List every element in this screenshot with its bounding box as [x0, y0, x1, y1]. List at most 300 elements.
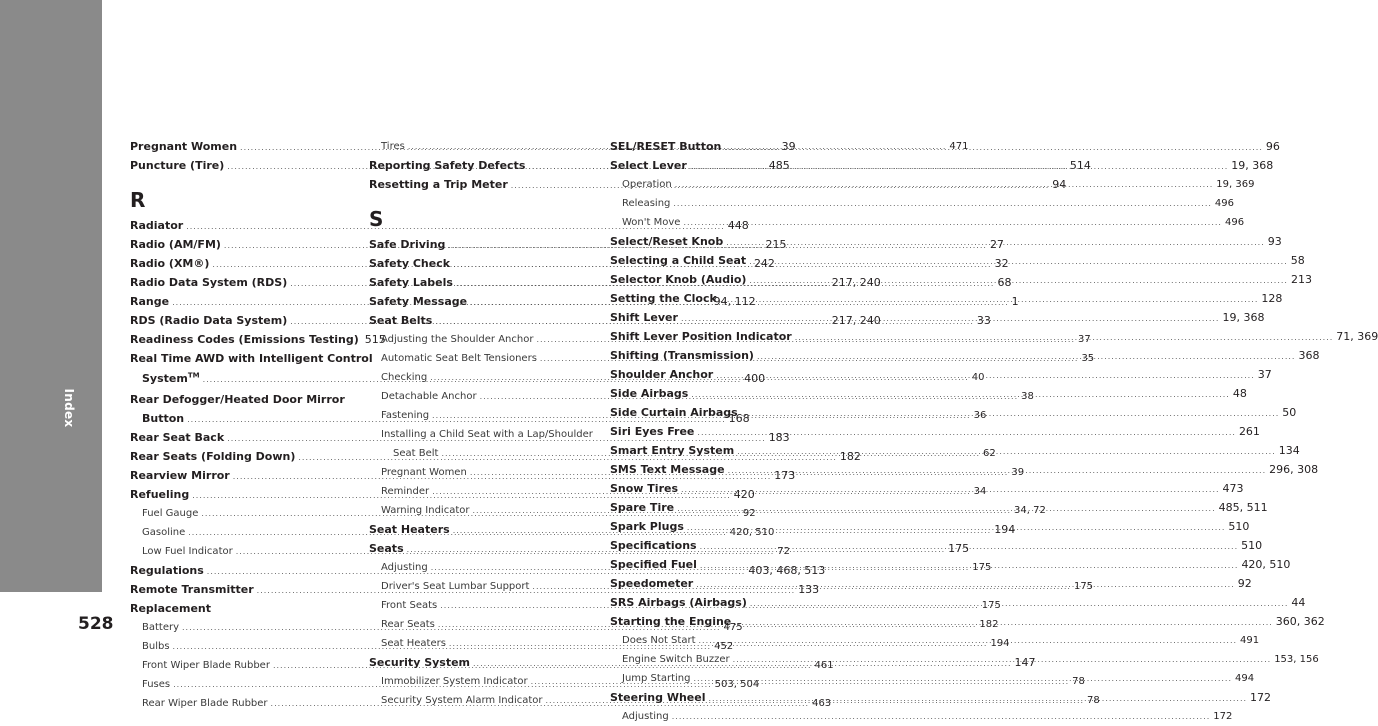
entry-term	[130, 428, 224, 447]
entry-pages[interactable]: 19, 369	[1216, 179, 1255, 190]
entry-term-text: Security System Alarm Indicator	[381, 695, 543, 706]
entry-pages[interactable]: 133	[798, 583, 820, 596]
index-entry[interactable]	[130, 599, 368, 618]
entry-pages[interactable]: 153, 156	[1274, 654, 1319, 665]
entry-term	[381, 463, 467, 482]
entry-term	[130, 216, 183, 235]
entry-pages[interactable]: 217, 240	[831, 276, 881, 289]
entry-term	[381, 672, 528, 691]
entry-pages[interactable]: 19, 368	[1222, 311, 1265, 324]
entry-pages[interactable]: 78	[1072, 676, 1085, 687]
entry-pages[interactable]: 217, 240	[831, 314, 881, 327]
entry-term-text: Selecting a Child Seat	[610, 254, 747, 267]
entry-term	[130, 349, 373, 368]
entry-term-text: Radio Data System (RDS)	[130, 276, 288, 289]
leader-dots	[720, 290, 1259, 309]
entry-term-text: Spark Plugs	[610, 520, 684, 533]
entry-term-text: Rear Defogger/Heated Door Mirror	[130, 393, 345, 406]
entry-term-text: Engine Switch Buzzer	[622, 654, 730, 665]
leader-dots	[691, 385, 1230, 404]
side-tab-label: Index	[62, 388, 76, 428]
entry-pages[interactable]: 452	[714, 641, 734, 652]
entry-term	[610, 346, 754, 365]
entry-term-text: Specifications	[610, 539, 697, 552]
entry-term-text: Releasing	[622, 198, 671, 209]
entry-term-text: Won't Move	[622, 217, 681, 228]
entry-pages[interactable]: 213	[1290, 273, 1312, 286]
leader-dots	[795, 328, 1334, 347]
entry-term	[610, 308, 678, 327]
leader-dots	[681, 480, 1220, 499]
entry-term	[369, 254, 450, 273]
entry-term	[610, 289, 717, 308]
leader-dots	[734, 613, 1273, 632]
entry-pages[interactable]: 194	[990, 638, 1010, 649]
entry-term-text: Rear Wiper Blade Rubber	[142, 698, 268, 709]
entry-pages[interactable]: 37	[1257, 368, 1272, 381]
leader-dots	[675, 175, 1214, 194]
index-subentry[interactable]	[610, 707, 1233, 726]
entry-pages[interactable]: 172	[1250, 691, 1272, 704]
entry-pages[interactable]: 37	[1077, 334, 1091, 345]
entry-term-text: Real Time AWD with Intelligent Control	[130, 352, 373, 365]
entry-term-text: Refueling	[130, 488, 190, 501]
entry-pages[interactable]: 510	[1241, 539, 1263, 552]
entry-pages[interactable]: 134	[1278, 444, 1300, 457]
leader-dots	[750, 594, 1289, 613]
entry-term-text: Rear Seat Back	[130, 431, 225, 444]
entry-term	[610, 365, 713, 384]
entry-term-text: Select/Reset Knob	[610, 235, 724, 248]
entry-term	[622, 650, 730, 669]
entry-pages[interactable]: 420, 510	[1241, 558, 1291, 571]
entry-term	[142, 542, 233, 561]
index-subentry[interactable]	[610, 213, 1245, 232]
index-entry[interactable]	[130, 330, 386, 349]
entry-pages[interactable]: 494	[1234, 673, 1255, 684]
section-letter: R	[130, 188, 146, 212]
entry-term-text: Immobilizer System Indicator	[381, 676, 528, 687]
entry-pages[interactable]: 94, 112	[713, 295, 756, 308]
entry-term-text: Select Lever	[610, 159, 687, 172]
entry-pages[interactable]: 34	[973, 486, 987, 497]
entry-pages[interactable]: 360, 362	[1275, 615, 1325, 628]
entry-pages[interactable]: 194	[994, 523, 1016, 536]
entry-pages[interactable]: 172	[1213, 711, 1233, 722]
entry-pages[interactable]: 96	[1265, 140, 1280, 153]
entry-pages[interactable]: 175	[1073, 581, 1094, 592]
entry-term	[610, 251, 746, 270]
entry-pages[interactable]: 215	[765, 238, 787, 251]
entry-term	[130, 235, 221, 254]
entry-term-text: Shift Lever Position Indicator	[610, 330, 792, 343]
entry-pages[interactable]: 471	[949, 141, 969, 152]
entry-term-text: Reporting Safety Defects	[369, 159, 526, 172]
entry-term	[610, 593, 747, 612]
entry-term	[622, 631, 696, 650]
entry-term-text: Tires	[381, 141, 405, 152]
entry-pages[interactable]: 496	[1224, 217, 1245, 228]
entry-term-text: Battery	[142, 622, 180, 633]
leader-dots	[693, 669, 1232, 688]
index-entry[interactable]	[610, 422, 1260, 441]
entry-pages[interactable]: 182	[979, 619, 999, 630]
entry-term	[142, 504, 198, 523]
entry-term	[130, 599, 211, 618]
entry-pages[interactable]: 491	[1240, 635, 1260, 646]
entry-pages[interactable]: 32	[994, 257, 1009, 270]
entry-term	[142, 368, 200, 390]
entry-term-text: SRS Airbags (Airbags)	[610, 596, 747, 609]
entry-pages[interactable]: 461	[814, 660, 834, 671]
entry-term	[369, 273, 453, 292]
entry-term-text: Front Wiper Blade Rubber	[142, 660, 270, 671]
entry-term	[381, 406, 429, 425]
entry-term-text: Button	[142, 412, 185, 425]
entry-term	[610, 498, 674, 517]
entry-term-text: Shoulder Anchor	[610, 368, 714, 381]
entry-pages[interactable]: 92	[742, 508, 756, 519]
entry-term	[610, 156, 687, 175]
entry-term	[610, 327, 792, 346]
entry-pages[interactable]: 173	[774, 469, 796, 482]
leader-dots	[700, 537, 1239, 556]
leader-dots	[700, 556, 1239, 575]
entry-term-text: Selector Knob (Audio)	[610, 273, 747, 286]
entry-term	[381, 596, 437, 615]
entry-term-text: Detachable Anchor	[381, 391, 477, 402]
leader-dots	[728, 461, 1267, 480]
entry-term	[381, 482, 429, 501]
entry-term-text: Readiness Codes (Emissions Testing)	[130, 333, 359, 346]
entry-term	[381, 330, 533, 349]
entry-term-text: Safe Driving	[369, 238, 446, 251]
index-entry[interactable]	[130, 390, 368, 409]
index-entry[interactable]	[610, 289, 1283, 308]
entry-term	[610, 384, 688, 403]
entry-pages[interactable]: 420	[733, 488, 755, 501]
entry-pages[interactable]: 242	[753, 257, 775, 270]
entry-term	[622, 194, 670, 213]
entry-term	[610, 137, 721, 156]
entry-term-text: Installing a Child Seat with a Lap/Shoulder	[381, 429, 593, 440]
entry-term	[610, 612, 731, 631]
entry-term-text: Security System	[369, 656, 471, 669]
entry-term-text: Rearview Mirror	[130, 469, 230, 482]
entry-term	[130, 156, 224, 175]
page-number: 528	[78, 614, 114, 634]
entry-term-text: Setting the Clock	[610, 292, 717, 305]
entry-term-text: Adjusting	[381, 562, 428, 573]
entry-term	[381, 368, 427, 387]
entry-term	[622, 669, 690, 688]
entry-pages[interactable]: 94	[1052, 178, 1067, 191]
entry-term	[610, 555, 697, 574]
entry-pages[interactable]: 147	[1014, 656, 1036, 669]
entry-term-text: Front Seats	[381, 600, 438, 611]
entry-term	[610, 460, 725, 479]
entry-term-text: Steering Wheel	[610, 691, 706, 704]
entry-term-text: Specified Fuel	[610, 558, 697, 571]
entry-term-text: Shifting (Transmission)	[610, 349, 754, 362]
entry-term-text: Safety Message	[369, 295, 468, 308]
leader-dots	[749, 271, 1288, 290]
entry-term	[142, 523, 185, 542]
entry-term-text: Seat Heaters	[369, 523, 450, 536]
entry-term-text: Jump Starting	[622, 673, 691, 684]
entry-term	[130, 254, 209, 273]
entry-pages[interactable]: 93	[1267, 235, 1282, 248]
entry-term	[610, 403, 738, 422]
entry-term-text: Side Curtain Airbags	[610, 406, 738, 419]
entry-term	[610, 422, 694, 441]
entry-pages[interactable]: 72	[777, 546, 790, 557]
leader-dots	[737, 442, 1276, 461]
entry-pages[interactable]: 403, 468, 513	[748, 564, 826, 577]
entry-term-text: System	[142, 372, 188, 385]
entry-term-text: Automatic Seat Belt Tensioners	[381, 353, 537, 364]
entry-pages[interactable]: 1	[1011, 295, 1019, 308]
entry-term-text: Does Not Start	[622, 635, 696, 646]
entry-term-text: SMS Text Message	[610, 463, 725, 476]
entry-term-text: Pregnant Women	[381, 467, 467, 478]
entry-term-text: Radiator	[130, 219, 184, 232]
index-entry[interactable]	[130, 349, 373, 368]
entry-pages[interactable]: 128	[1261, 292, 1283, 305]
index-subentry[interactable]	[369, 425, 607, 444]
entry-term	[610, 688, 706, 707]
entry-pages[interactable]: 33	[976, 314, 991, 327]
entry-term	[622, 707, 669, 726]
entry-term	[130, 466, 230, 485]
entry-term	[610, 232, 723, 251]
entry-term	[369, 539, 404, 558]
leader-dots	[726, 233, 1265, 252]
entry-term-text: Remote Transmitter	[130, 583, 254, 596]
entry-term	[369, 156, 525, 175]
entry-term-text: Reminder	[381, 486, 430, 497]
leader-dots	[677, 499, 1216, 518]
entry-term	[130, 137, 237, 156]
entry-pages[interactable]: 62	[982, 448, 996, 459]
entry-term	[610, 479, 678, 498]
entry-pages[interactable]: 473	[1222, 482, 1244, 495]
entry-term-text: SEL/RESET Button	[610, 140, 722, 153]
entry-term-text: Puncture (Tire)	[130, 159, 225, 172]
entry-pages[interactable]: 296, 308	[1269, 463, 1319, 476]
entry-term	[369, 653, 470, 672]
entry-term	[130, 292, 169, 311]
trademark-mark: TM	[187, 371, 200, 380]
entry-term-text: Checking	[381, 372, 428, 383]
entry-pages[interactable]: 39	[781, 140, 796, 153]
entry-term-text: Gasoline	[142, 527, 186, 538]
leader-dots	[696, 575, 1235, 594]
entry-pages[interactable]: 92	[1237, 577, 1252, 590]
leader-dots	[697, 423, 1236, 442]
entry-term	[130, 485, 189, 504]
entry-term-text: Safety Labels	[369, 276, 453, 289]
entry-term	[622, 175, 672, 194]
entry-pages[interactable]: 261	[1238, 425, 1260, 438]
entry-term-text: Spare Tire	[610, 501, 675, 514]
entry-term	[142, 675, 170, 694]
entry-term-text: Seat Heaters	[381, 638, 446, 649]
entry-term	[610, 536, 697, 555]
entry-term-text: Fuel Gauge	[142, 508, 199, 519]
entry-term-text: Range	[130, 295, 170, 308]
entry-pages[interactable]: 463	[812, 698, 832, 709]
entry-term	[381, 349, 537, 368]
entry-term	[381, 425, 593, 444]
leader-dots	[687, 518, 1226, 537]
entry-pages[interactable]: 35	[1081, 353, 1095, 364]
entry-term	[381, 691, 543, 710]
entry-term	[142, 409, 184, 428]
entry-pages[interactable]: 182	[839, 450, 861, 463]
entry-pages[interactable]: 78	[1087, 695, 1100, 706]
entry-term-text: Driver's Seat Lumbar Support	[381, 581, 530, 592]
entry-term	[610, 441, 734, 460]
entry-term	[142, 618, 179, 637]
entry-pages[interactable]: 36	[973, 410, 987, 421]
entry-term-text: Siri Eyes Free	[610, 425, 695, 438]
leader-dots	[757, 347, 1296, 366]
entry-term	[130, 580, 254, 599]
entry-term-text: Fuses	[142, 679, 171, 690]
entry-term-text: Replacement	[130, 602, 211, 615]
entry-pages[interactable]: 71, 369	[1336, 330, 1378, 343]
entry-term	[393, 444, 438, 463]
entry-pages[interactable]: 485	[768, 159, 790, 172]
entry-pages[interactable]: 400	[744, 372, 766, 385]
entry-term-text: Rear Seats (Folding Down)	[130, 450, 296, 463]
entry-pages[interactable]: 485, 511	[1218, 501, 1268, 514]
entry-term-text: Bulbs	[142, 641, 170, 652]
leader-dots	[724, 138, 1263, 157]
leader-dots	[716, 366, 1255, 385]
leader-dots	[681, 309, 1220, 328]
index-subentry[interactable]	[610, 194, 1235, 213]
entry-term	[130, 390, 345, 409]
entry-pages[interactable]: 503, 504	[714, 679, 760, 690]
entry-term	[130, 273, 287, 292]
entry-pages[interactable]: 496	[1214, 198, 1235, 209]
entry-term-text: Radio (XM®)	[130, 257, 210, 270]
leader-dots	[690, 157, 1229, 176]
entry-term-text: Adjusting	[622, 711, 669, 722]
entry-pages[interactable]: 44	[1291, 596, 1306, 609]
entry-pages[interactable]: 34, 72	[1014, 505, 1046, 516]
entry-term-text: Fastening	[381, 410, 430, 421]
entry-term	[381, 634, 446, 653]
entry-term	[142, 694, 268, 713]
entry-term	[610, 574, 693, 593]
entry-pages[interactable]: 448	[727, 219, 749, 232]
entry-term-text: Resetting a Trip Meter	[369, 178, 508, 191]
entry-term	[381, 615, 435, 634]
entry-term-text: Regulations	[130, 564, 204, 577]
entry-term	[610, 517, 684, 536]
entry-pages[interactable]: 50	[1282, 406, 1297, 419]
entry-term	[142, 656, 270, 675]
index-side-tab	[0, 0, 102, 592]
leader-dots	[741, 404, 1280, 423]
entry-term	[130, 447, 295, 466]
entry-term	[369, 311, 432, 330]
entry-term	[130, 311, 287, 330]
entry-term	[381, 501, 469, 520]
entry-term-text: Radio (AM/FM)	[130, 238, 221, 251]
entry-pages[interactable]: 515	[364, 333, 386, 346]
entry-term-text: Safety Check	[369, 257, 451, 270]
entry-pages[interactable]: 168	[728, 412, 750, 425]
entry-pages[interactable]: 40	[971, 372, 985, 383]
entry-term-text: Seat Belt	[393, 448, 439, 459]
entry-pages[interactable]: 58	[1290, 254, 1305, 267]
leader-dots	[749, 252, 1288, 271]
entry-pages[interactable]: 38	[1021, 391, 1034, 402]
leader-dots	[673, 194, 1212, 213]
leader-dots	[709, 689, 1248, 708]
entry-term	[381, 577, 529, 596]
entry-pages[interactable]: 48	[1232, 387, 1247, 400]
entry-term-text: Speedometer	[610, 577, 694, 590]
entry-term-text: Snow Tires	[610, 482, 679, 495]
entry-term	[622, 213, 680, 232]
entry-term	[381, 137, 405, 156]
entry-pages[interactable]: 19, 368	[1231, 159, 1274, 172]
entry-pages[interactable]: 183	[768, 431, 790, 444]
entry-term-text: Pregnant Women	[130, 140, 238, 153]
entry-pages[interactable]: 368	[1298, 349, 1320, 362]
entry-term-text: Side Airbags	[610, 387, 689, 400]
entry-term-text: Smart Entry System	[610, 444, 735, 457]
entry-term	[369, 292, 467, 311]
entry-pages[interactable]: 27	[989, 238, 1004, 251]
entry-pages[interactable]: 68	[997, 276, 1012, 289]
entry-term	[381, 387, 477, 406]
entry-pages[interactable]: 175	[981, 600, 1001, 611]
entry-pages[interactable]: 175	[972, 562, 992, 573]
entry-term-text: Seat Belts	[369, 314, 433, 327]
section-letter: S	[369, 207, 384, 231]
entry-term	[142, 637, 170, 656]
entry-term	[610, 270, 746, 289]
entry-term-text: Operation	[622, 179, 672, 190]
entry-term-text: Warning Indicator	[381, 505, 470, 516]
entry-term-text: Seats	[369, 542, 404, 555]
entry-term-text: Low Fuel Indicator	[142, 546, 233, 557]
entry-term	[381, 558, 428, 577]
entry-pages[interactable]: 175	[948, 542, 970, 555]
entry-pages[interactable]: 514	[1069, 159, 1091, 172]
leader-dots	[683, 213, 1222, 232]
leader-dots	[699, 631, 1238, 650]
leader-dots	[672, 707, 1211, 726]
entry-term-text: Rear Seats	[381, 619, 435, 630]
leader-dots	[733, 650, 1272, 669]
entry-term	[369, 175, 508, 194]
entry-pages[interactable]: 39	[1011, 467, 1025, 478]
entry-term-text: RDS (Radio Data System)	[130, 314, 288, 327]
entry-pages[interactable]: 420, 510	[729, 527, 775, 538]
entry-pages[interactable]: 475	[723, 622, 743, 633]
entry-term	[369, 235, 445, 254]
entry-term-text: Starting the Engine	[610, 615, 732, 628]
entry-term	[130, 330, 359, 349]
entry-pages[interactable]: 510	[1228, 520, 1250, 533]
